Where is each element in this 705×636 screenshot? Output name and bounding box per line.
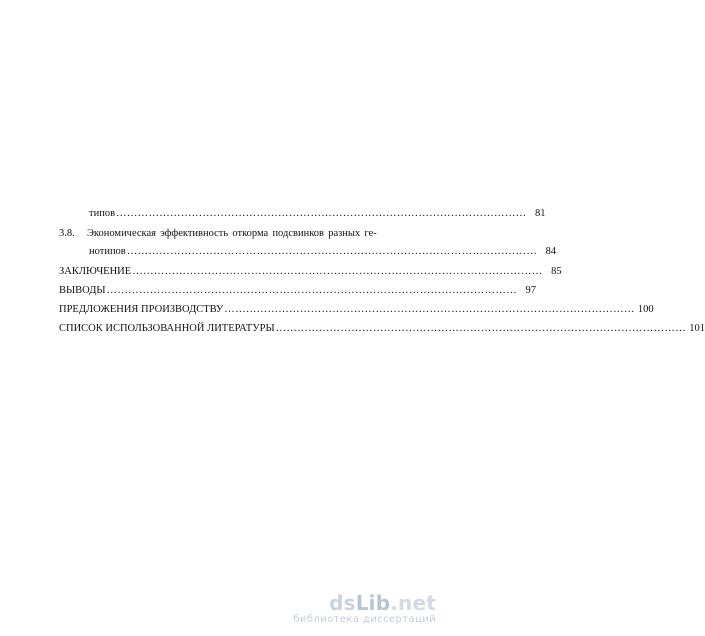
toc-entry <box>59 321 705 337</box>
dslib-watermark <box>293 592 436 626</box>
toc-entry-text: ЗАКЛЮЧЕНИЕ <box>59 266 132 277</box>
toc-entry-text: Экономическая эффективность откорма подсвинков разных ге- <box>87 228 377 239</box>
toc-leader-dots: …………………………………………………………………………………………………… <box>132 266 543 277</box>
toc-entry <box>59 264 562 280</box>
toc-entry-text: нотипов <box>89 246 126 257</box>
toc-entry <box>89 206 546 222</box>
toc-entry-page: 97 <box>525 285 536 296</box>
toc-leader-dots: …………………………………………………………………………………………………… <box>116 208 527 219</box>
toc-entry-page: 101 <box>689 323 705 334</box>
toc-leader-dots: …………………………………………………………………………………………………… <box>224 304 635 315</box>
toc-entry-page: 84 <box>545 246 557 257</box>
toc-entry-page: 85 <box>551 266 562 277</box>
toc-entry <box>59 226 407 242</box>
toc-entry-text: ПРЕДЛОЖЕНИЯ ПРОИЗВОДСТВУ <box>59 304 224 315</box>
toc-entry-page: 100 <box>637 304 654 315</box>
toc-entry-page: 81 <box>534 208 546 219</box>
toc-entry-text: типов <box>89 208 116 219</box>
toc-entry-number: 3.8. <box>59 228 75 239</box>
toc-entry-text: ВЫВОДЫ <box>59 285 106 296</box>
dslib-subtitle: библиотека диссертаций <box>293 614 436 625</box>
toc-leader-dots: …………………………………………………………………………………………………… <box>126 246 538 257</box>
toc-leader-dots: …………………………………………………………………………………………………… <box>106 285 517 296</box>
toc-entry <box>59 283 536 299</box>
toc-entry-continuation <box>89 244 557 260</box>
dslib-logo: dsLib.net <box>329 591 436 615</box>
toc-leader-dots: …………………………………………………………………………………………………… <box>275 323 687 334</box>
toc-entry-text: СПИСОК ИСПОЛЬЗОВАННОЙ ЛИТЕРАТУРЫ <box>59 323 275 334</box>
toc-entry <box>59 302 654 318</box>
